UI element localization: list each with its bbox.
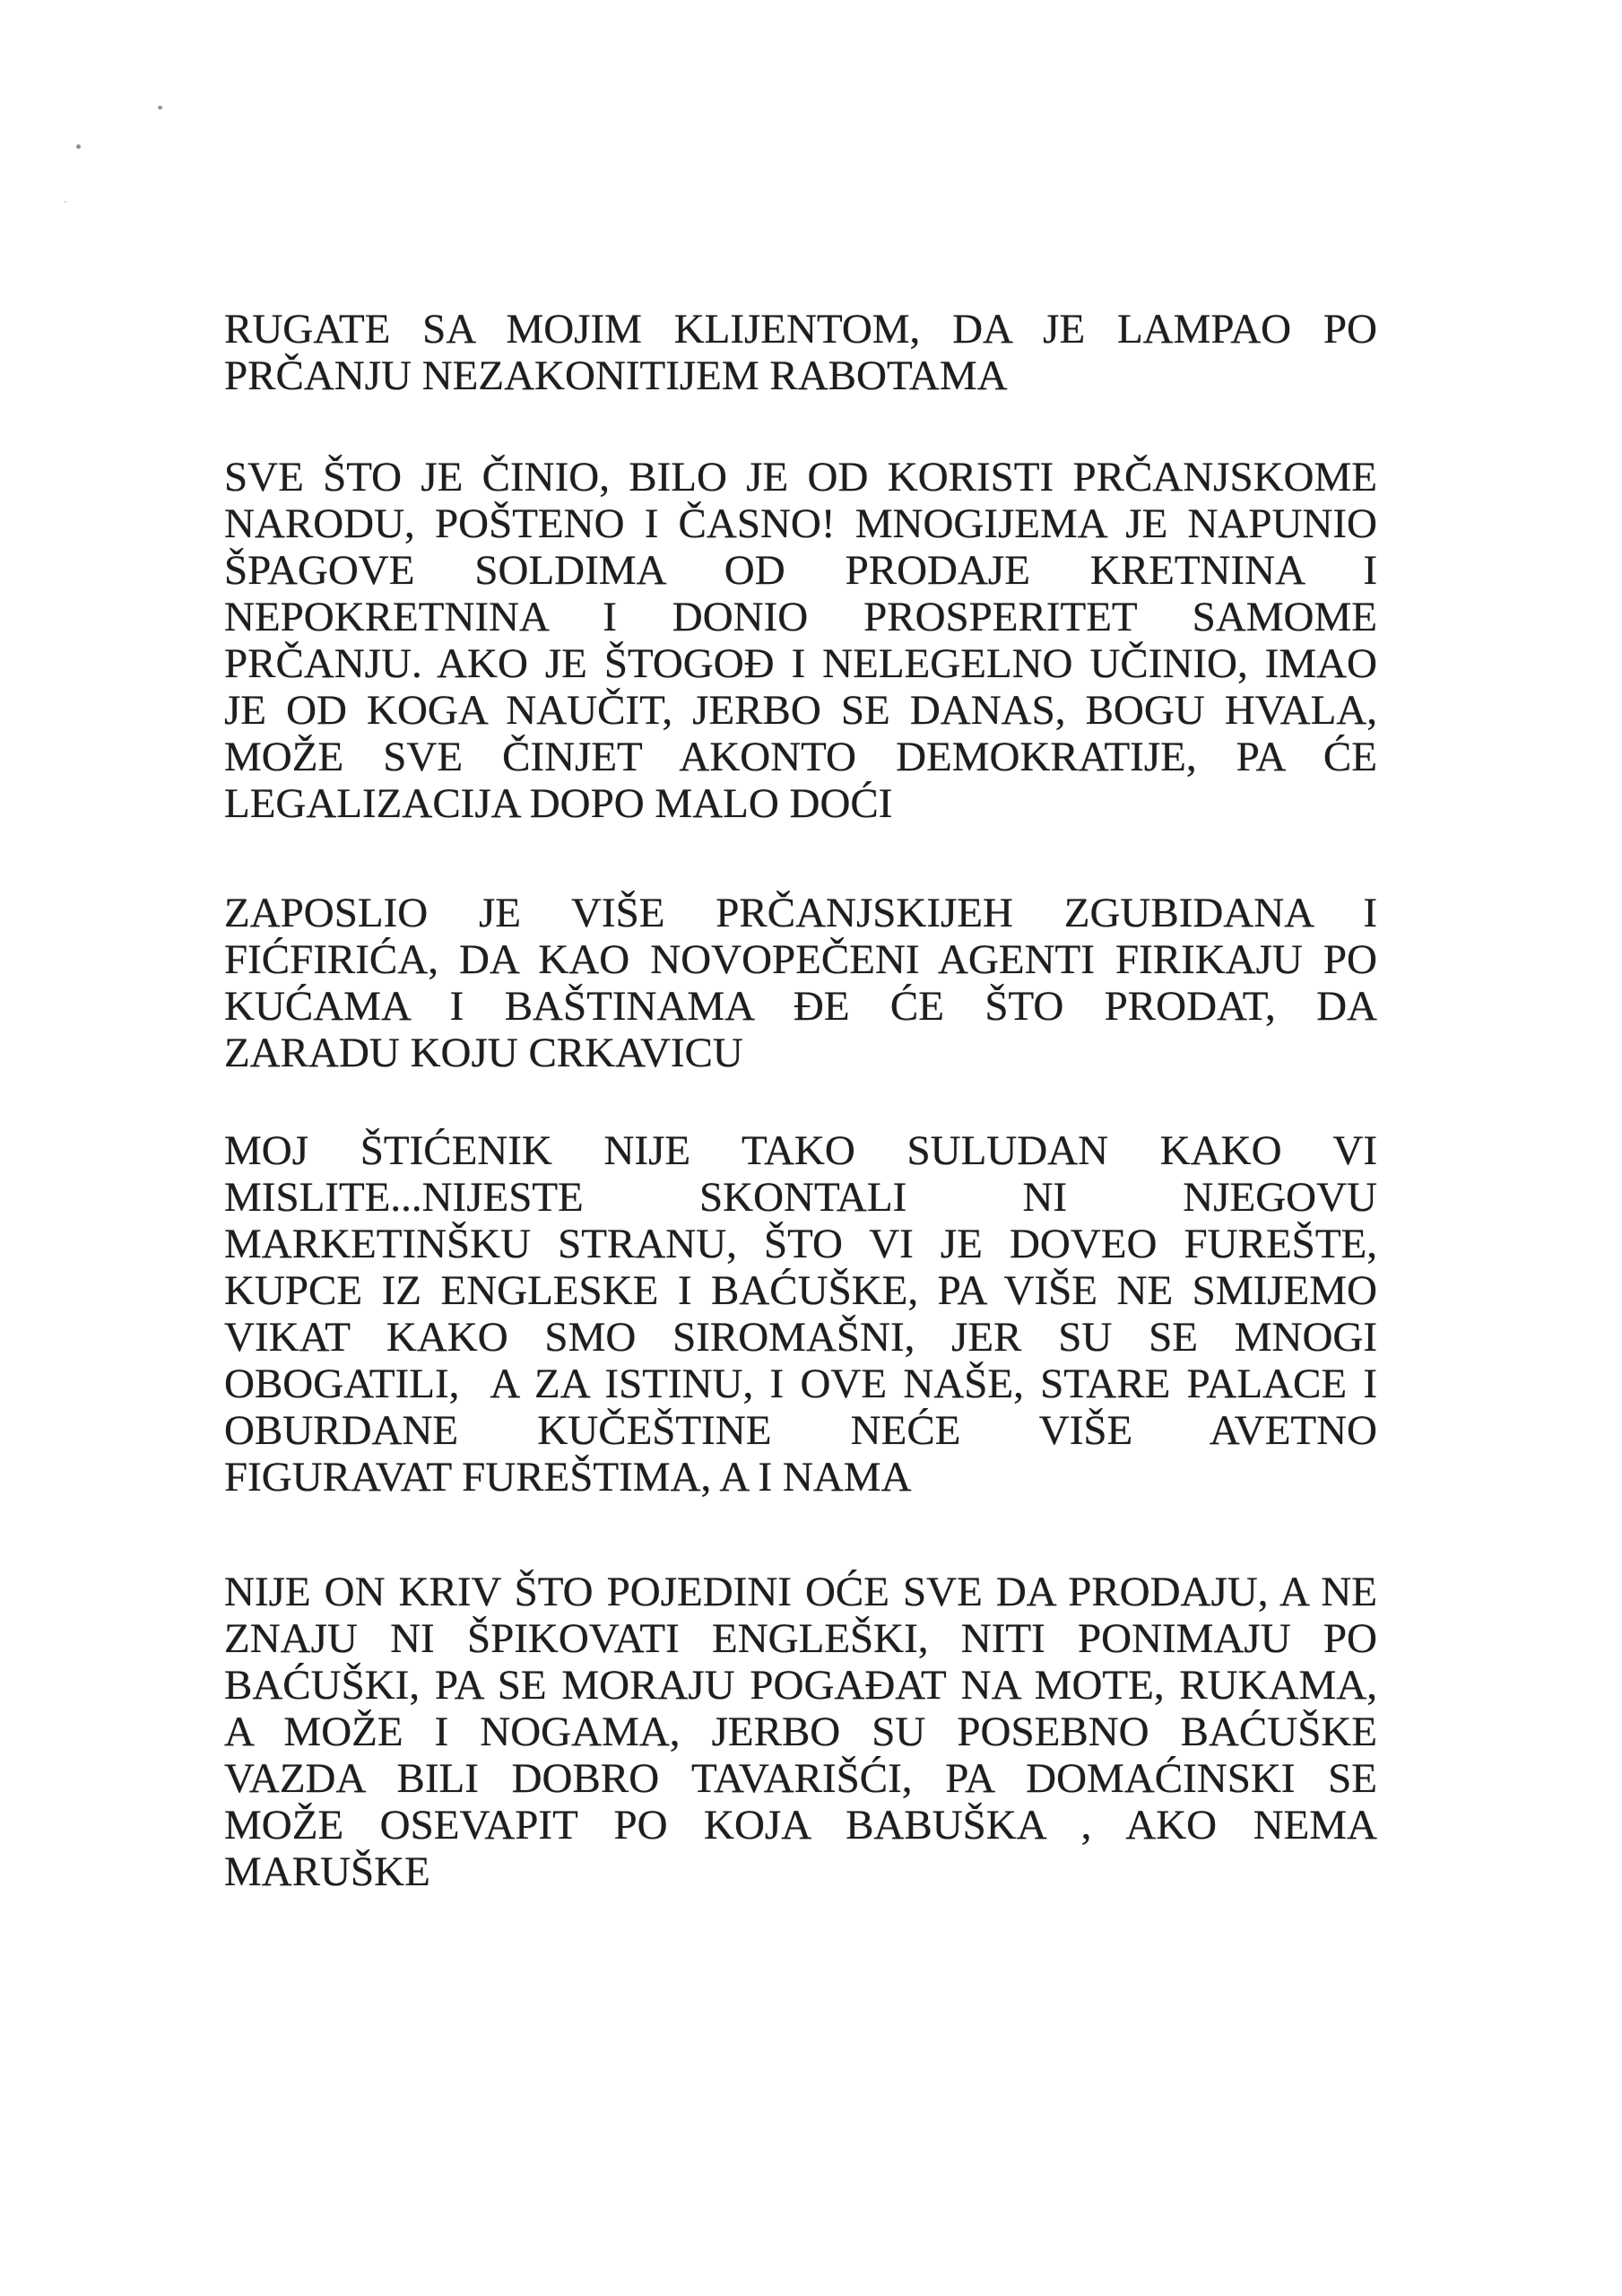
text-line: NARODU, POŠTENO I ČASNO! MNOGIJEMA JE NAPUNIO (224, 500, 1377, 547)
text-line: ZAPOSLIO JE VIŠE PRČANJSKIJEH ZGUBIDANA I (224, 890, 1377, 936)
text-line: KUĆAMA I BAŠTINAMA ĐE ĆE ŠTO PRODAT, DA (224, 983, 1377, 1030)
text-line: NIJE ON KRIV ŠTO POJEDINI OĆE SVE DA PRODAJU, A NE (224, 1569, 1377, 1615)
text-line: NEPOKRETNINA I DONIO PROSPERITET SAMOME (224, 594, 1377, 640)
text-line: LEGALIZACIJA DOPO MALO DOĆI (224, 780, 893, 827)
paragraph-4 (224, 1127, 1377, 1500)
paragraph-1 (224, 306, 1377, 399)
text-line: SVE ŠTO JE ČINIO, BILO JE OD KORISTI PRČANJSKOME (224, 454, 1377, 500)
text-line: ŠPAGOVE SOLDIMA OD PRODAJE KRETNINA I (224, 547, 1377, 594)
text-line: MOŽE SVE ČINJET AKONTO DEMOKRATIJE, PA ĆE (224, 734, 1377, 780)
text-line: OBURDANE KUČEŠTINE NEĆE VIŠE AVETNO (224, 1407, 1377, 1454)
scan-speck (158, 106, 162, 109)
text-line: MISLITE...NIJESTE SKONTALI NI NJEGOVU (224, 1174, 1377, 1221)
text-line: VIKAT KAKO SMO SIROMAŠNI, JER SU SE MNOGI (224, 1314, 1377, 1361)
text-line: ZNAJU NI ŠPIKOVATI ENGLEŠKI, NITI PONIMAJU PO (224, 1615, 1377, 1662)
text-line: MARUŠKE (224, 1848, 430, 1895)
text-line: JE OD KOGA NAUČIT, JERBO SE DANAS, BOGU HVALA, (224, 687, 1377, 734)
text-line: VAZDA BILI DOBRO TAVARIŠĆI, PA DOMAĆINSKI SE (224, 1755, 1377, 1802)
text-line: MARKETINŠKU STRANU, ŠTO VI JE DOVEO FUREŠTE, (224, 1221, 1377, 1267)
text-line: MOŽE OSEVAPIT PO KOJA BABUŠKA , AKO NEMA (224, 1802, 1377, 1848)
scan-speck (76, 144, 81, 149)
text-line: ZARADU KOJU CRKAVICU (224, 1030, 743, 1076)
text-line: FIĆFIRIĆA, DA KAO NOVOPEČENI AGENTI FIRIKAJU PO (224, 936, 1377, 983)
text-line: PRČANJU. AKO JE ŠTOGOĐ I NELEGELNO UČINIO, IMAO (224, 640, 1377, 687)
text-line: PRČANJU NEZAKONITIJEM RABOTAMA (224, 352, 1008, 399)
paragraph-5 (224, 1569, 1377, 1895)
text-line: RUGATE SA MOJIM KLIJENTOM, DA JE LAMPAO PO (224, 306, 1377, 352)
text-line: OBOGATILI, A ZA ISTINU, I OVE NAŠE, STARE PALACE I (224, 1361, 1377, 1407)
text-line: BAĆUŠKI, PA SE MORAJU POGAĐAT NA MOTE, RUKAMA, (224, 1662, 1377, 1709)
paragraph-3 (224, 890, 1377, 1076)
text-line: FIGURAVAT FUREŠTIMA, A I NAMA (224, 1454, 912, 1500)
text-line: A MOŽE I NOGAMA, JERBO SU POSEBNO BAĆUŠKE (224, 1709, 1377, 1755)
text-line: KUPCE IZ ENGLESKE I BAĆUŠKE, PA VIŠE NE SMIJEMO (224, 1267, 1377, 1314)
text-line: MOJ ŠTIĆENIK NIJE TAKO SULUDAN KAKO VI (224, 1127, 1377, 1174)
paragraph-2 (224, 454, 1377, 827)
scan-speck (65, 201, 66, 203)
